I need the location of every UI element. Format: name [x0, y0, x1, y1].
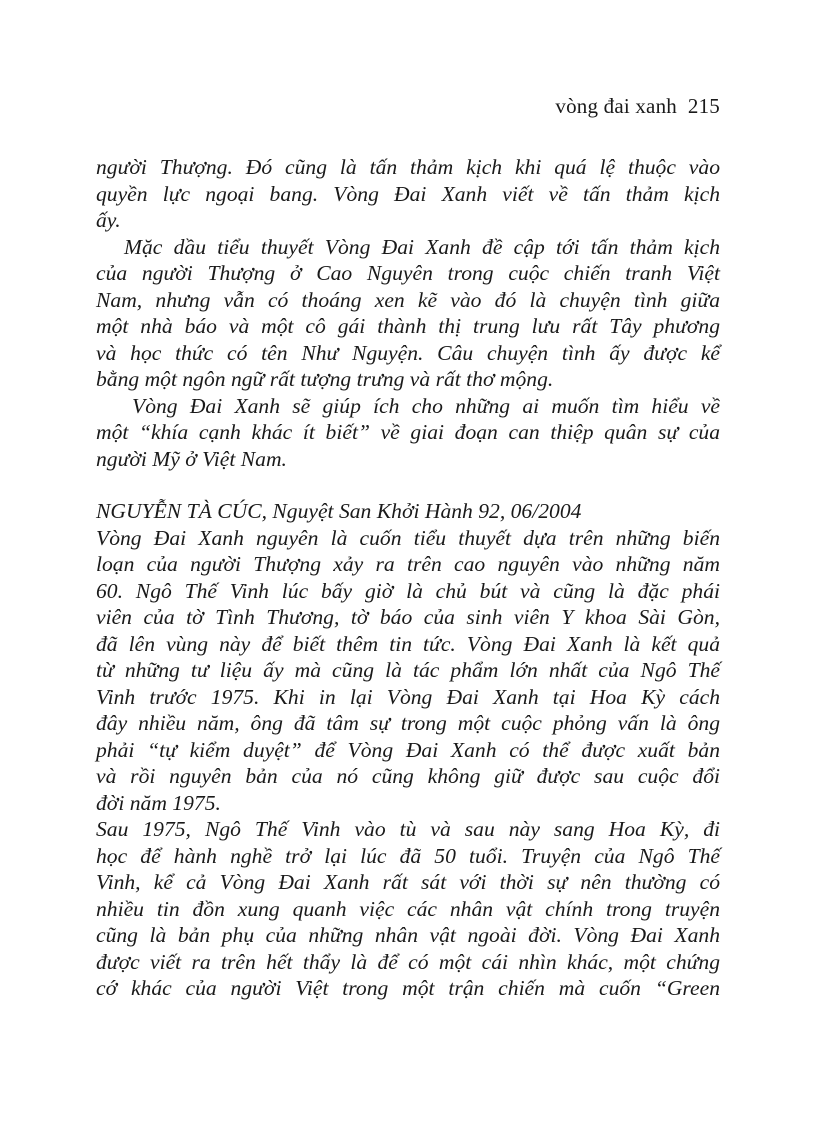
text-line: Mặc dầu tiểu thuyết Vòng Đai Xanh đề cập tới tấn thảm kịch — [124, 234, 720, 259]
page-number: 215 — [687, 94, 720, 118]
text-line: cũng là bản phụ của những nhân vật ngoài đời. Vòng Đai Xanh — [96, 923, 720, 947]
text-line: Vòng Đai Xanh sẽ giúp ích cho những ai muốn tìm hiểu về — [132, 393, 720, 418]
text-line: bằng một ngôn ngữ rất tượng trưng và rất thơ mộng. — [96, 367, 554, 391]
text-line: Vòng Đai Xanh nguyên là cuốn tiểu thuyết dựa trên những biến — [96, 525, 720, 550]
text-line: NGUYỄN TÀ CÚC, Nguyệt San Khởi Hành 92, 06/2004 — [96, 499, 582, 523]
paragraph-gap — [96, 472, 720, 498]
text-line: học để hành nghề trở lại lúc đã 50 tuổi. Truyện của Ngô Thế — [96, 843, 720, 868]
text-line: và học thức có tên Như Nguyện. Câu chuyện tình ấy được kể — [96, 340, 720, 365]
text-line: Nam, nhưng vẫn có thoáng xen kẽ vào đó là chuyện tình giữa — [96, 287, 720, 312]
text-line: đã lên vùng này để biết thêm tin tức. Vòng Đai Xanh là kết quả — [96, 631, 720, 656]
text-line: từ những tư liệu ấy mà cũng là tác phẩm lớn nhất của Ngô Thế — [96, 658, 720, 682]
text-line: đời năm 1975. — [96, 790, 221, 815]
text-line: 60. Ngô Thế Vinh lúc bấy giờ là chủ bút và cũng là đặc phái — [96, 578, 720, 603]
running-title: vòng đai xanh — [555, 94, 677, 118]
text-line: người Thượng. Đó cũng là tấn thảm kịch khi quá lệ thuộc vào — [96, 155, 720, 179]
text-line: đây nhiều năm, ông đã tâm sự trong một cuộc phỏng vấn là ông — [96, 711, 720, 735]
text-line: viên của tờ Tình Thương, tờ báo của sinh viên Y khoa Sài Gòn, — [96, 605, 720, 629]
text-line: phải “tự kiểm duyệt” để Vòng Đai Xanh có thể được xuất bản — [96, 737, 720, 762]
text-line: Sau 1975, Ngô Thế Vinh vào tù và sau này sang Hoa Kỳ, đi — [96, 817, 720, 841]
text-line: ấy. — [96, 208, 121, 232]
text-line: và rồi nguyên bản của nó cũng không giữ được sau cuộc đổi — [96, 764, 720, 788]
text-line: người Mỹ ở Việt Nam. — [96, 446, 287, 471]
text-line: một “khía cạnh khác ít biết” về giai đoạn can thiệp quân sự của — [96, 420, 720, 444]
text-line: Vinh, kể cả Vòng Đai Xanh rất sát với thời sự nên thường có — [96, 870, 720, 894]
body-text — [96, 154, 720, 1002]
text-line: nhiều tin đồn xung quanh việc các nhân vật chính trong truyện — [96, 896, 720, 921]
text-line: Vinh trước 1975. Khi in lại Vòng Đai Xanh tại Hoa Kỳ cách — [96, 684, 720, 709]
text-line: một nhà báo và một cô gái thành thị trung lưu rất Tây phương — [96, 314, 720, 338]
text-line: được viết ra trên hết thẩy là để có một cái nhìn khác, một chứng — [96, 949, 720, 974]
page-header — [555, 94, 720, 119]
text-line: của người Thượng ở Cao Nguyên trong cuộc chiến tranh Việt — [96, 261, 720, 285]
text-line: cớ khác của người Việt trong một trận chiến mà cuốn “Green — [96, 976, 720, 1000]
text-line: quyền lực ngoại bang. Vòng Đai Xanh viết về tấn thảm kịch — [96, 181, 720, 206]
text-line: loạn của người Thượng xảy ra trên cao nguyên vào những năm — [96, 552, 720, 576]
